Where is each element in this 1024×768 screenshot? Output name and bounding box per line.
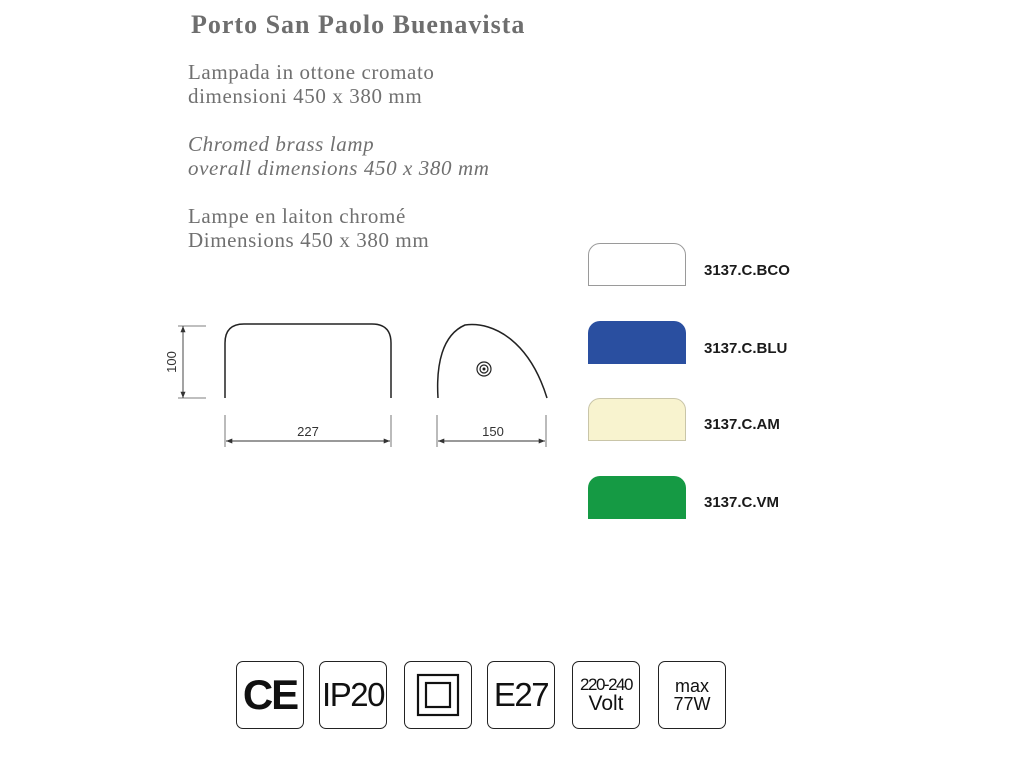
variant-code: 3137.C.BCO <box>704 262 790 279</box>
description-italian <box>188 60 435 108</box>
description-english <box>188 132 490 180</box>
double-square-icon <box>413 670 463 720</box>
technical-drawing <box>160 315 560 455</box>
ip-rating: IP20 <box>322 676 384 713</box>
variant-code: 3137.C.VM <box>704 494 780 511</box>
voltage-badge <box>572 661 640 729</box>
socket-badge <box>487 661 555 729</box>
height-dimension <box>164 326 206 398</box>
depth-dimension <box>437 415 546 447</box>
front-view-outline <box>225 324 391 398</box>
description-line: overall dimensions 450 x 380 mm <box>188 156 490 180</box>
width-label: 227 <box>297 424 319 439</box>
description-line: Lampada in ottone cromato <box>188 60 435 84</box>
description-line: dimensioni 450 x 380 mm <box>188 84 423 108</box>
variant-code: 3137.C.BLU <box>704 340 788 357</box>
socket-type: E27 <box>493 676 549 713</box>
description-line: Dimensions 450 x 380 mm <box>188 228 430 252</box>
voltage-unit: Volt <box>588 692 624 715</box>
swatch-amber <box>588 398 686 441</box>
height-label: 100 <box>164 351 179 373</box>
max-power-label: max <box>674 676 709 696</box>
ce-mark-badge <box>236 661 304 729</box>
variant-code: 3137.C.AM <box>704 416 780 433</box>
swatch-blue <box>588 321 686 364</box>
ip-rating-badge <box>319 661 387 729</box>
max-power-badge <box>658 661 726 729</box>
max-power-value: 77W <box>673 694 711 714</box>
side-view-outline <box>438 325 547 398</box>
description-line: Chromed brass lamp <box>188 132 375 156</box>
swatch-white <box>588 243 686 286</box>
switch-icon <box>477 362 491 376</box>
depth-label: 150 <box>482 424 504 439</box>
ce-mark: CE <box>242 671 298 718</box>
description-french <box>188 204 429 252</box>
product-title: Porto San Paolo Buenavista <box>191 10 526 39</box>
width-dimension <box>225 415 391 447</box>
description-line: Lampe en laiton chromé <box>188 204 406 228</box>
swatch-green <box>588 476 686 519</box>
voltage-range: 220-240 <box>580 675 632 694</box>
class-ii-badge <box>404 661 472 729</box>
